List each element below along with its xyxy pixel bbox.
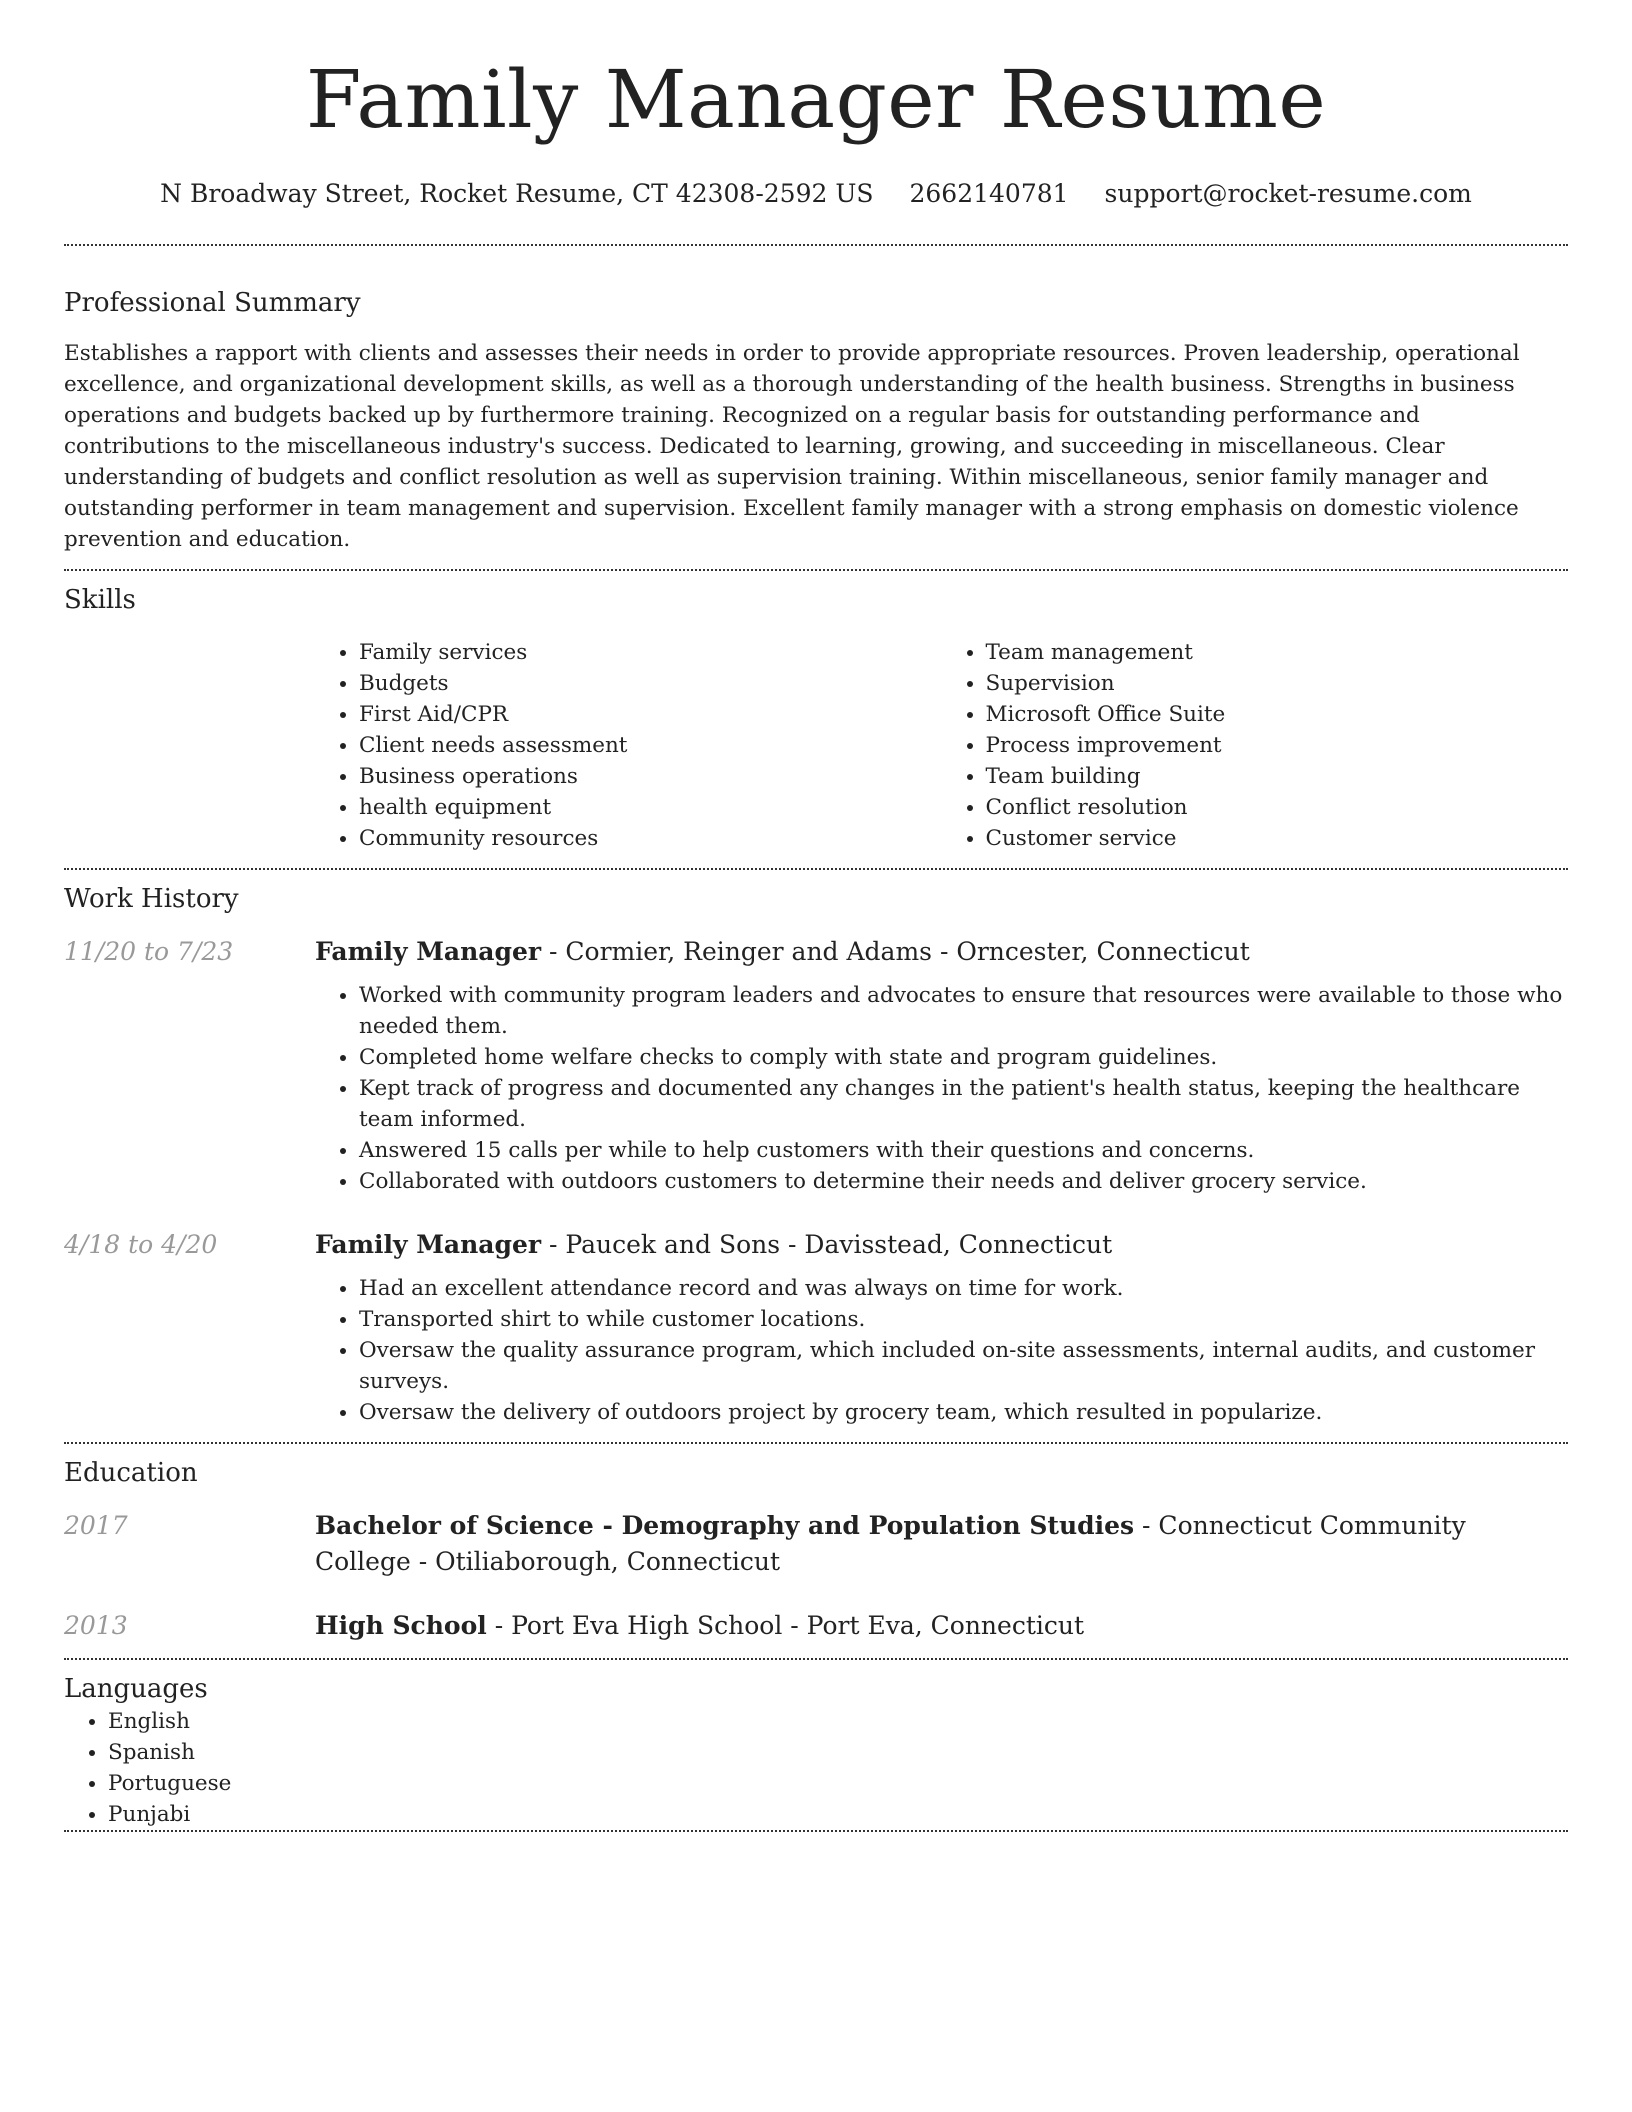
- language-item: • Portuguese: [108, 1768, 1568, 1799]
- job-details: - Paucek and Sons - Davisstead, Connecticut: [541, 1230, 1113, 1259]
- skill-item: • Budgets: [359, 668, 942, 699]
- job-body: [315, 1227, 1568, 1428]
- education-heading: Education: [64, 1458, 198, 1488]
- language-item: • English: [108, 1706, 1568, 1737]
- language-item: • Spanish: [108, 1737, 1568, 1768]
- skill-item: • Microsoft Office Suite: [986, 699, 1569, 730]
- education-body: [315, 1608, 1568, 1644]
- languages-list: [64, 1706, 1568, 1830]
- contact-address: N Broadway Street, Rocket Resume, CT 42308-2592 US: [160, 179, 874, 208]
- education-entry: [64, 1608, 1568, 1644]
- contact-phone: 2662140781: [909, 179, 1069, 208]
- education-degree: Bachelor of Science - Demography and Population Studies: [315, 1511, 1135, 1540]
- work-section: [64, 870, 1568, 1428]
- job-bullet: • Completed home welfare checks to comply with state and program guidelines.: [359, 1042, 1568, 1073]
- job-bullet: • Kept track of progress and documented any changes in the patient's health status, keeping the healthcare team informed.: [359, 1073, 1568, 1135]
- summary-section: [64, 246, 1568, 555]
- skill-item: • Client needs assessment: [359, 730, 942, 761]
- job-bullets: [315, 980, 1568, 1197]
- section-divider: [64, 1830, 1568, 1832]
- languages-heading: Languages: [64, 1674, 208, 1704]
- job-entry: [64, 934, 1568, 1197]
- education-year: 2013: [64, 1611, 128, 1640]
- skill-item: • Customer service: [986, 823, 1569, 854]
- education-section: [64, 1444, 1568, 1644]
- education-degree: High School: [315, 1611, 487, 1640]
- job-heading: [315, 934, 1568, 970]
- skill-item: • Business operations: [359, 761, 942, 792]
- education-heading-line: [315, 1608, 1568, 1644]
- job-role: Family Manager: [315, 1230, 542, 1259]
- skill-item: • Conflict resolution: [986, 792, 1569, 823]
- resume-title: Family Manager Resume: [305, 53, 1327, 146]
- job-entry: [64, 1227, 1568, 1428]
- skill-item: • Team building: [986, 761, 1569, 792]
- skill-item: • Supervision: [986, 668, 1569, 699]
- education-year: 2017: [64, 1511, 128, 1540]
- language-item: • Punjabi: [108, 1799, 1568, 1830]
- work-heading: Work History: [64, 884, 239, 914]
- skill-item: • Process improvement: [986, 730, 1569, 761]
- job-dates: 11/20 to 7/23: [64, 937, 234, 966]
- job-bullet: • Had an excellent attendance record and was always on time for work.: [359, 1273, 1568, 1304]
- skill-item: • health equipment: [359, 792, 942, 823]
- skills-grid: [315, 637, 1568, 854]
- job-bullet: • Oversaw the quality assurance program, which included on-site assessments, internal audits, and customer surveys.: [359, 1335, 1568, 1397]
- skills-list-right: [942, 637, 1569, 854]
- job-body: [315, 934, 1568, 1197]
- skill-item: • Family services: [359, 637, 942, 668]
- job-details: - Cormier, Reinger and Adams - Orncester, Connecticut: [541, 937, 1250, 966]
- skill-item: • First Aid/CPR: [359, 699, 942, 730]
- skill-item: • Community resources: [359, 823, 942, 854]
- job-heading: [315, 1227, 1568, 1263]
- skills-section: [64, 571, 1568, 854]
- languages-section: [64, 1660, 1568, 1830]
- education-heading-line: [315, 1508, 1568, 1580]
- skills-list-left: [315, 637, 942, 854]
- contact-email: support@rocket-resume.com: [1104, 179, 1472, 208]
- job-dates: 4/18 to 4/20: [64, 1230, 218, 1259]
- education-details: - Port Eva High School - Port Eva, Connecticut: [486, 1611, 1085, 1640]
- job-role: Family Manager: [315, 937, 542, 966]
- job-bullet: • Answered 15 calls per while to help customers with their questions and concerns.: [359, 1135, 1568, 1166]
- skill-item: • Team management: [986, 637, 1569, 668]
- education-entry: [64, 1508, 1568, 1580]
- summary-text: Establishes a rapport with clients and assesses their needs in order to provide appropriate resources. Proven leadership, operational excellence, and organizational development skills, as well as a thorough understanding of the health business. Strengths in business operations and budgets backed up by furthermore training. Recognized on a regular basis for outstanding performance and contributions to the miscellaneous industry's success. Dedicated to learning, growing, and succeeding in miscellaneous. Clear understanding of budgets and conflict resolution as well as supervision training. Within miscellaneous, senior family manager and outstanding performer in team management and supervision. Excellent family manager with a strong emphasis on domestic violence prevention and education.: [64, 341, 1520, 552]
- job-bullet: • Oversaw the delivery of outdoors project by grocery team, which resulted in popularize.: [359, 1397, 1568, 1428]
- education-body: [315, 1508, 1568, 1580]
- job-bullet: • Collaborated with outdoors customers to determine their needs and deliver grocery service.: [359, 1166, 1568, 1197]
- summary-heading: Professional Summary: [64, 288, 361, 318]
- skills-heading: Skills: [64, 585, 136, 615]
- job-bullet: • Transported shirt to while customer locations.: [359, 1304, 1568, 1335]
- job-bullets: [315, 1273, 1568, 1428]
- job-bullet: • Worked with community program leaders and advocates to ensure that resources were available to those who needed them.: [359, 980, 1568, 1042]
- education-details: - Connecticut Community College - Otiliaborough, Connecticut: [315, 1511, 1466, 1576]
- contact-line: [64, 178, 1568, 210]
